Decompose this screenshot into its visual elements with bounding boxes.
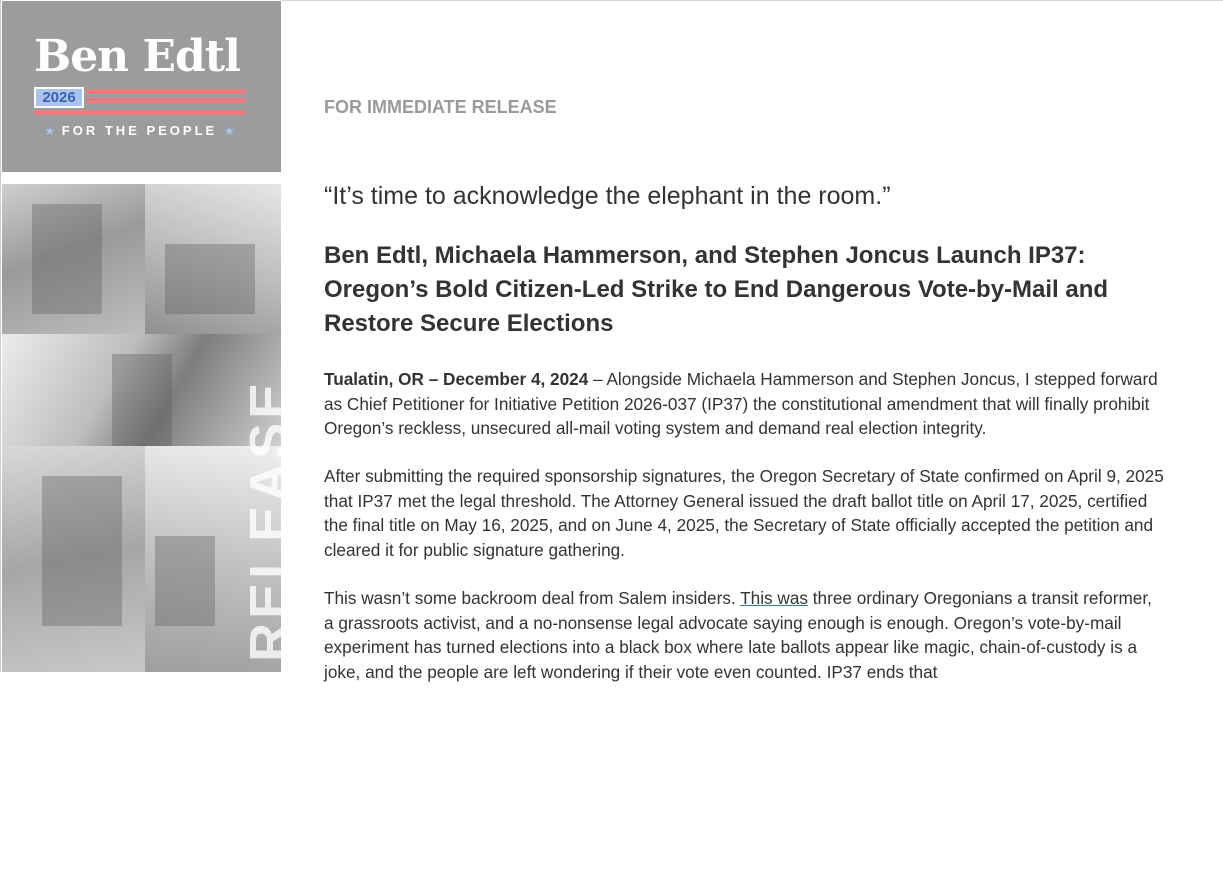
paragraph-text: three ordinary Oregonians a transit reformer, a grassroots activist, and a no-nonsense legal advocate saying enough is enough. Oregon’s vote-by-mail experiment has turned elections into a black box where late ballots appear like magic, chain-of-custody is a joke, and the people are left wondering if their vote even counted. IP37 ends that	[324, 588, 1152, 682]
logo-tagline	[34, 123, 245, 138]
dateline: Tualatin, OR – December 4, 2024	[324, 369, 589, 389]
paragraph	[324, 586, 1164, 684]
sidebar	[0, 0, 299, 884]
tagline-text: FOR THE PEOPLE	[61, 123, 218, 138]
flag-stripe	[86, 98, 245, 103]
paragraph-text: This wasn’t some backroom deal from Salem insiders.	[324, 588, 741, 608]
rally-photo	[2, 184, 145, 334]
campaign-logo	[2, 1, 281, 172]
pull-quote: “It’s time to acknowledge the elephant in the room.”	[324, 182, 891, 210]
paragraph	[324, 367, 1164, 441]
inline-link[interactable]: This was	[740, 588, 808, 608]
flag-stripe	[34, 110, 245, 115]
logo-name: Ben Edtl	[34, 31, 240, 82]
crowd-photo	[2, 446, 145, 672]
release-label: FOR IMMEDIATE RELEASE	[324, 97, 557, 117]
star-icon: ★	[44, 124, 56, 138]
flag-stripe	[86, 89, 245, 94]
star-icon: ★	[223, 124, 235, 138]
photo-collage	[2, 184, 299, 884]
rally-photo	[145, 184, 281, 334]
vertical-press-release-text: PRESS RELEASE	[239, 378, 299, 884]
headline: Ben Edtl, Michaela Hammerson, and Stephen Joncus Launch IP37: Oregon’s Bold Citizen-Led Strike to End Dangerous Vote-by-Mail and Restore Secure Elections	[324, 242, 1109, 337]
logo-year-badge: 2026	[34, 87, 84, 108]
paragraph: After submitting the required sponsorship signatures, the Oregon Secretary of State confirmed on April 9, 2025 that IP37 met the legal threshold. The Attorney General issued the draft ballot title on April 17, 2025, certified the final title on May 16, 2025, and on June 4, 2025, the Secretary of State officially accepted the petition and cleared it for public signature gathering.	[324, 466, 1164, 560]
paragraph-text: – Alongside Michaela Hammerson and Stephen Joncus, I stepped forward as Chief Petitioner for Initiative Petition 2026-037 (IP37) the constitutional amendment that will finally prohibit Oregon’s reckless, unsecured all-mail voting system and demand real election integrity.	[324, 369, 1158, 438]
